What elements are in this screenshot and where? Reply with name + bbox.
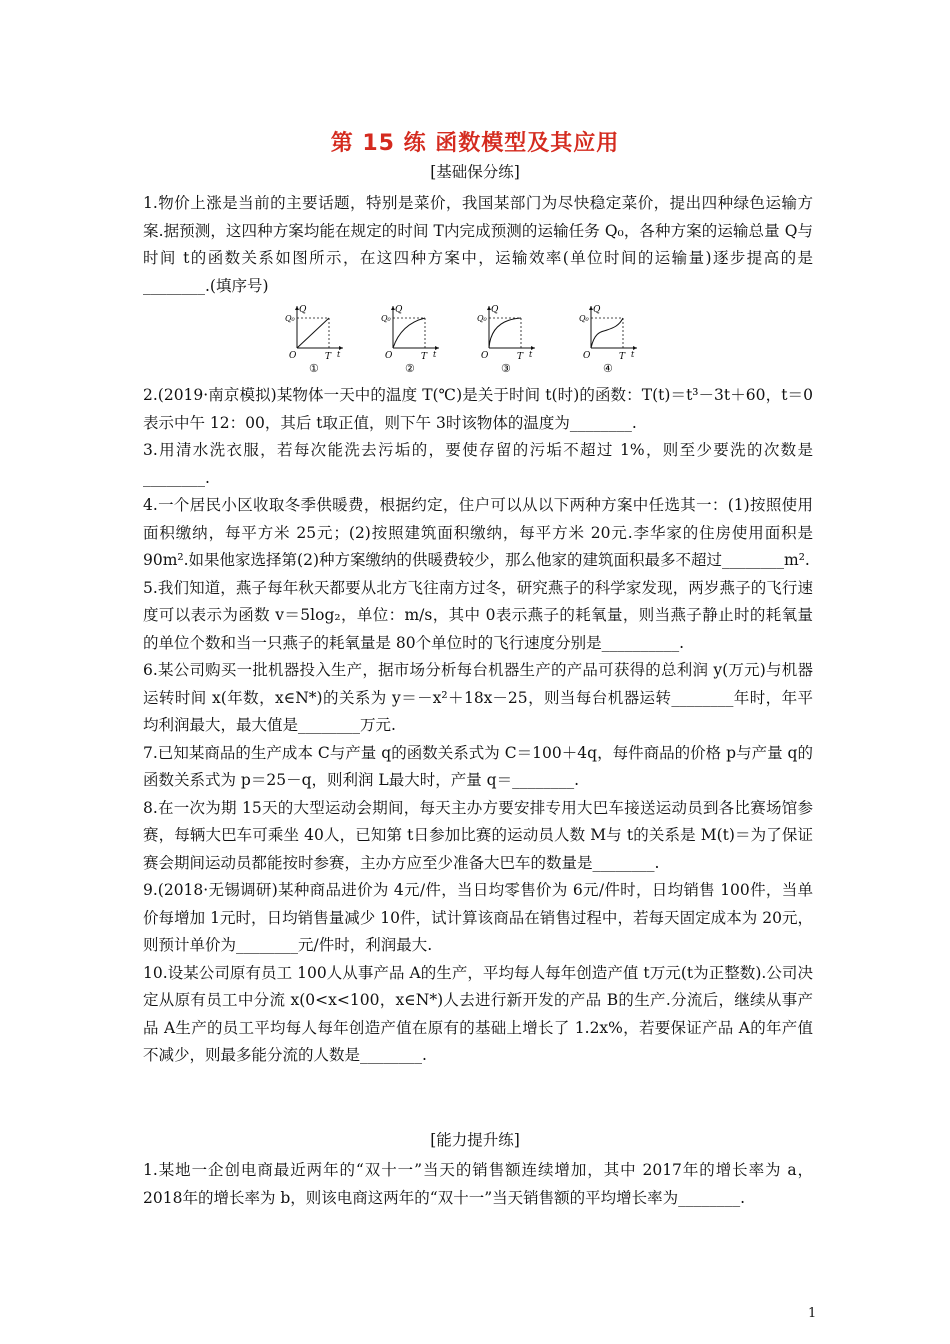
figure-row bbox=[285, 302, 665, 374]
figure-label: ③ bbox=[501, 362, 511, 374]
axis-t-label: T bbox=[421, 352, 428, 362]
question-list bbox=[143, 382, 813, 1070]
figure-1 bbox=[285, 302, 345, 374]
advanced-question-1: 1.某地一企创电商最近两年的“双十一”当天的销售额连续增加，其中 2017年的增长率为 a，2018年的增长率为 b，则该电商这两年的“双十一”当天销售额的平均增长率为________. bbox=[143, 1161, 813, 1207]
question-4: 4.一个居民小区收取冬季供暖费，根据约定，住户可以从以下两种方案中任选其一：(1)按照使用面积缴纳，每平方米 25元；(2)按照建筑面积缴纳，每平方米 20元.李华家的住房使用面积是 90m².如果他家选择第(2)种方案缴纳的供暖费较少，那么他家的建筑面积最多不超过________m². bbox=[143, 496, 813, 569]
section-heading-basic: [基础保分练] bbox=[430, 163, 520, 181]
origin-label: O bbox=[481, 351, 489, 361]
question-1 bbox=[143, 190, 813, 300]
axis-x-label: t bbox=[631, 350, 635, 359]
section-heading-advanced: [能力提升练] bbox=[430, 1131, 520, 1149]
question-7: 7.已知某商品的生产成本 C与产量 q的函数关系式为 C＝100＋4q，每件商品的价格 p与产量 q的函数关系式为 p＝25－q，则利润 L最大时，产量 q＝________. bbox=[143, 743, 813, 789]
origin-label: O bbox=[583, 351, 591, 361]
graph-3 bbox=[477, 302, 537, 374]
graph-2 bbox=[381, 302, 441, 374]
question-2: 2.(2019·南京模拟)某物体一天中的温度 T(℃)是关于时间 t(时)的函数：T(t)＝t³－3t＋60，t＝0表示中午 12：00，其后 t取正值，则下午 3时该物体的温度为________. bbox=[143, 386, 813, 432]
figure-2 bbox=[381, 302, 441, 374]
figure-label: ② bbox=[405, 362, 415, 374]
axis-x-label: t bbox=[337, 350, 341, 359]
axis-t-label: T bbox=[325, 352, 332, 362]
question-5: 5.我们知道，燕子每年秋天都要从北方飞往南方过冬，研究燕子的科学家发现，两岁燕子的飞行速度可以表示为函数 v＝5log₂，单位：m/s，其中 0表示燕子的耗氧量，则当燕子静止时的耗氧量的单位个数和当一只燕子的耗氧量是 80个单位时的飞行速度分别是__________. bbox=[143, 578, 813, 652]
axis-q-label: Q bbox=[395, 305, 403, 315]
question-text: 1.物价上涨是当前的主要话题，特别是菜价，我国某部门为尽快稳定菜价，提出四种绿色运输方案.据预测，这四种方案均能在规定的时间 T内完成预测的运输任务 Q₀，各种方案的运输总量 Q与时间 t的函数关系如图所示，在这四种方案中，运输效率(单位时间的运输量)逐步提高的是________.(填序号) bbox=[143, 194, 813, 295]
figure-label: ① bbox=[309, 362, 319, 374]
axis-x-label: t bbox=[433, 350, 437, 359]
origin-label: O bbox=[289, 351, 297, 361]
graph-4 bbox=[579, 302, 639, 374]
figure-label: ④ bbox=[603, 362, 613, 374]
axis-q0-label: Q₀ bbox=[381, 314, 391, 323]
axis-q-label: Q bbox=[299, 305, 307, 315]
origin-label: O bbox=[385, 351, 393, 361]
figure-4 bbox=[579, 302, 639, 374]
axis-q-label: Q bbox=[491, 305, 499, 315]
axis-q0-label: Q₀ bbox=[477, 314, 487, 323]
axis-x-label: t bbox=[529, 350, 533, 359]
axis-q-label: Q bbox=[593, 305, 601, 315]
question-6: 6.某公司购买一批机器投入生产，据市场分析每台机器生产的产品可获得的总利润 y(万元)与机器运转时间 x(年数，x∈N*)的关系为 y＝－x²＋18x－25，则当每台机器运转________年时，年平均利润最大，最大值是________万元. bbox=[143, 661, 813, 734]
figure-3 bbox=[477, 302, 537, 374]
question-9: 9.(2018·无锡调研)某种商品进价为 4元/件，当日均零售价为 6元/件时，日均销售 100件，当单价每增加 1元时，日均销售量减少 10件，试计算该商品在销售过程中，若每天固定成本为 20元，则预计单价为________元/件时，利润最大. bbox=[143, 881, 813, 954]
page-title: 第 15 练 函数模型及其应用 bbox=[330, 131, 620, 156]
axis-t-label: T bbox=[517, 352, 524, 362]
question-8: 8.在一次为期 15天的大型运动会期间，每天主办方要安排专用大巴车接送运动员到各比赛场馆参赛，每辆大巴车可乘坐 40人，已知第 t日参加比赛的运动员人数 M与 t的关系是 M(t)＝为了保证赛会期间运动员都能按时参赛，主办方应至少准备大巴车的数量是________. bbox=[143, 798, 813, 872]
axis-t-label: T bbox=[619, 352, 626, 362]
advanced-question-list bbox=[143, 1157, 813, 1212]
graph-1 bbox=[285, 302, 345, 374]
page-number: 1 bbox=[808, 1306, 817, 1321]
question-10: 10.设某公司原有员工 100人从事产品 A的生产，平均每人每年创造产值 t万元(t为正整数).公司决定从原有员工中分流 x(0<x<100，x∈N*)人去进行新开发的产品 B的生产.分流后，继续从事产品 A生产的员工平均每人每年创造产值在原有的基础上增长了 1.2x%，若要保证产品 A的年产值不减少，则最多能分流的人数是________. bbox=[143, 963, 813, 1064]
axis-q0-label: Q₀ bbox=[285, 314, 295, 323]
axis-q0-label: Q₀ bbox=[579, 314, 589, 323]
question-3: 3.用清水洗衣服，若每次能洗去污垢的，要使存留的污垢不超过 1%，则至少要洗的次数是________. bbox=[143, 441, 813, 487]
